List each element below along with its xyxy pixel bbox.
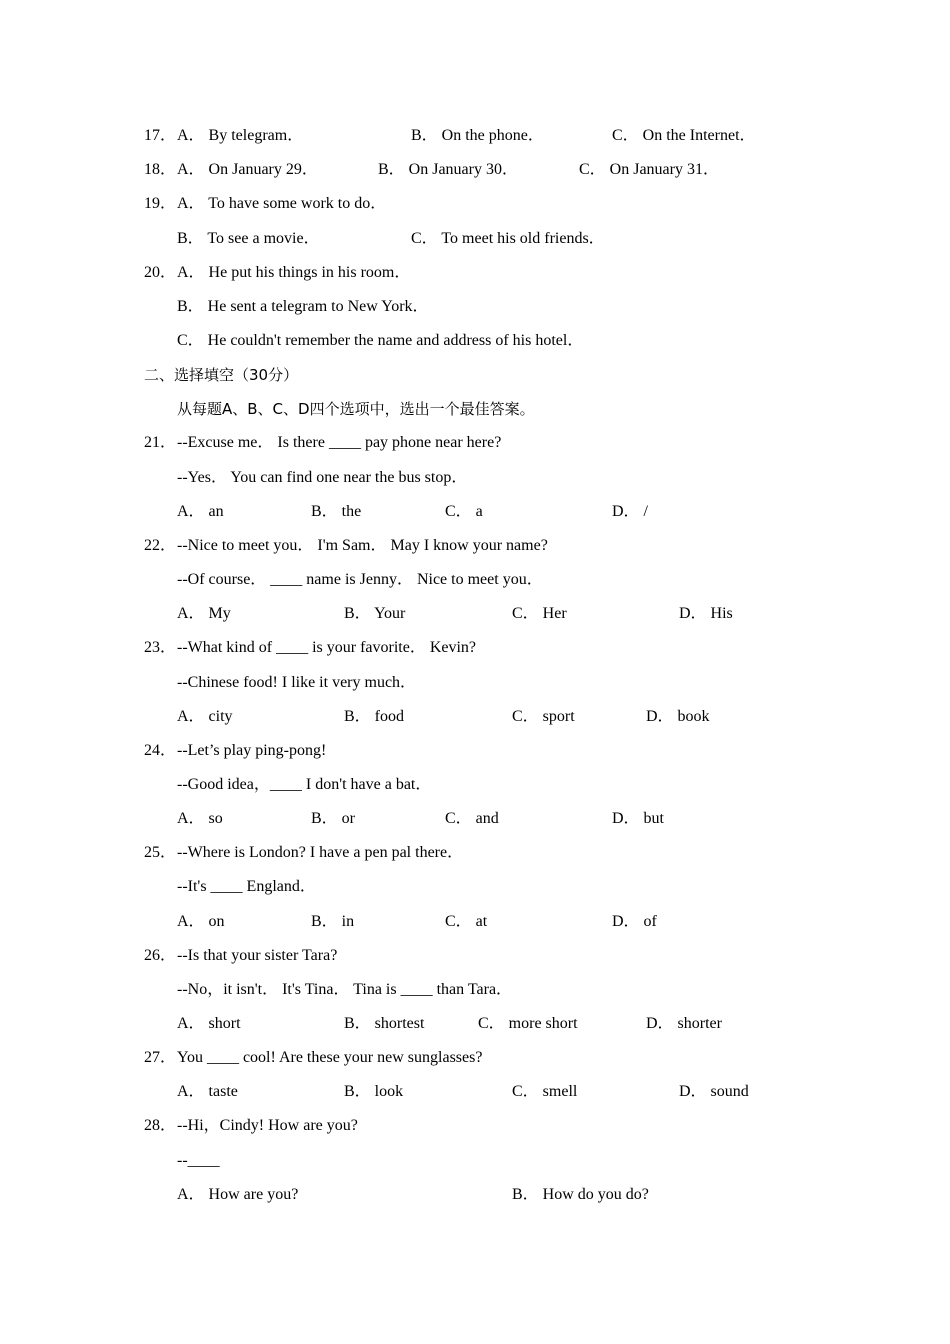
question-number: 23． — [144, 639, 177, 656]
option-a: A． My — [177, 605, 231, 622]
option-c: C． He couldn't remember the name and address of his hotel． — [177, 332, 584, 349]
option-a: A． To have some work to do． — [177, 195, 387, 212]
option-a: A． city — [177, 708, 233, 725]
option-b: B． shortest — [344, 1015, 425, 1032]
option-d: D． sound — [679, 1083, 749, 1100]
option-a: A． How are you? — [177, 1186, 299, 1203]
option-d: D． of — [612, 913, 657, 930]
question-prompt: --Excuse me． Is there ____ pay phone near here? — [177, 434, 502, 451]
option-c: C． smell — [512, 1083, 578, 1100]
question-reply: --Good idea，____ I don't have a bat． — [177, 776, 432, 793]
option-c: C． and — [445, 810, 499, 827]
option-c: C． On the Internet． — [612, 127, 756, 144]
question-number: 20． — [144, 264, 177, 281]
question-number: 25． — [144, 844, 177, 861]
option-b: B． or — [311, 810, 356, 827]
question-prompt: --Hi，Cindy! How are you? — [177, 1117, 358, 1134]
question-prompt: --Is that your sister Tara? — [177, 947, 338, 964]
option-b: B． On January 30． — [378, 161, 518, 178]
option-a: A． He put his things in his room． — [177, 264, 411, 281]
option-a: A． an — [177, 503, 224, 520]
option-a: A． on — [177, 913, 225, 930]
question-reply: --Yes． You can find one near the bus stop． — [177, 469, 468, 486]
option-b: B． food — [344, 708, 405, 725]
option-a: A． so — [177, 810, 223, 827]
question-number: 17． — [144, 127, 177, 144]
option-b: B． He sent a telegram to New York． — [177, 298, 429, 315]
option-c: C． Her — [512, 605, 567, 622]
section-instruction: 从每题A、B、C、D四个选项中，选出一个最佳答案。 — [177, 400, 535, 418]
option-b: B． How do you do? — [512, 1186, 649, 1203]
option-d: D． His — [679, 605, 733, 622]
option-d: D． shorter — [646, 1015, 722, 1032]
question-number: 18． — [144, 161, 177, 178]
option-d: D． / — [612, 503, 649, 520]
option-b: B． the — [311, 503, 362, 520]
option-a: A． taste — [177, 1083, 238, 1100]
option-b: B． To see a movie． — [177, 230, 320, 247]
option-b: B． On the phone． — [411, 127, 544, 144]
question-prompt: You ____ cool! Are these your new sunglasses? — [177, 1049, 483, 1066]
question-number: 19． — [144, 195, 177, 212]
option-c: C． To meet his old friends． — [411, 230, 605, 247]
question-number: 27． — [144, 1049, 177, 1066]
option-c: C． sport — [512, 708, 575, 725]
question-number: 28． — [144, 1117, 177, 1134]
question-prompt: --What kind of ____ is your favorite． Kevin? — [177, 639, 477, 656]
option-b: B． look — [344, 1083, 404, 1100]
section-title: 二、选择填空（30分） — [144, 366, 299, 384]
option-d: D． book — [646, 708, 710, 725]
option-b: B． in — [311, 913, 355, 930]
question-prompt: --Let’s play ping-pong! — [177, 742, 327, 759]
option-a: A． short — [177, 1015, 241, 1032]
question-reply: --No，it isn't． It's Tina． Tina is ____ than Tara． — [177, 981, 513, 998]
option-c: C． more short — [478, 1015, 578, 1032]
question-reply: --____ — [177, 1152, 220, 1169]
question-prompt: --Nice to meet you． I'm Sam． May I know your name? — [177, 537, 548, 554]
option-c: C． at — [445, 913, 488, 930]
question-reply: --Chinese food! I like it very much． — [177, 674, 417, 691]
option-a: A． On January 29． — [177, 161, 318, 178]
question-number: 26． — [144, 947, 177, 964]
question-reply: --Of course． ____ name is Jenny． Nice to meet you． — [177, 571, 543, 588]
question-number: 21． — [144, 434, 177, 451]
question-number: 24． — [144, 742, 177, 759]
option-c: C． a — [445, 503, 483, 520]
option-d: D． but — [612, 810, 665, 827]
question-number: 22． — [144, 537, 177, 554]
option-b: B． Your — [344, 605, 406, 622]
question-prompt: --Where is London? I have a pen pal there． — [177, 844, 464, 861]
question-reply: --It's ____ England． — [177, 878, 316, 895]
option-c: C． On January 31． — [579, 161, 719, 178]
option-a: A． By telegram． — [177, 127, 304, 144]
